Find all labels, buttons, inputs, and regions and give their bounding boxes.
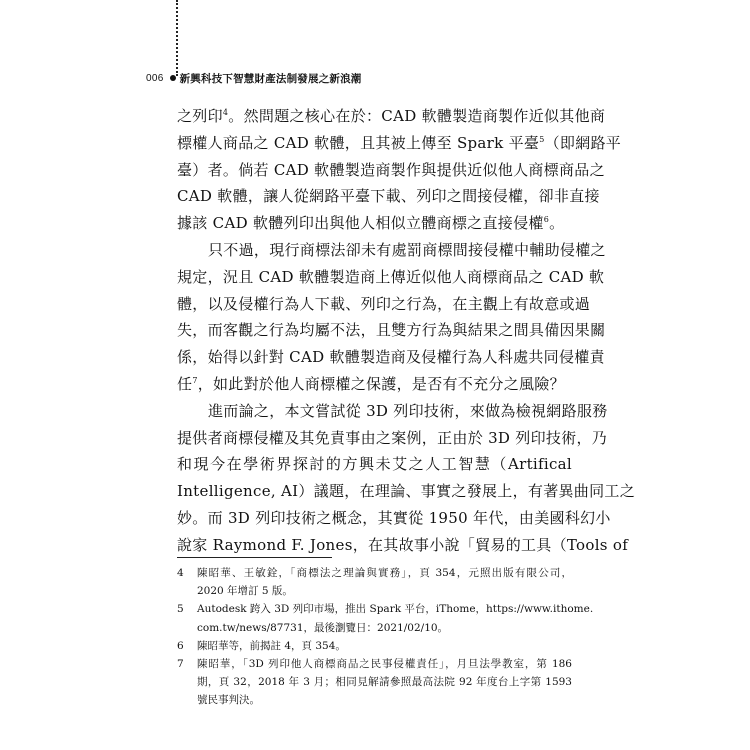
line-text: 2020 年增訂 5 版。: [197, 585, 293, 598]
footnotes: [177, 564, 594, 710]
footnote-number: 4: [177, 567, 184, 579]
paragraph: [177, 398, 635, 559]
footnote: [177, 637, 572, 655]
footnote-divider: [177, 557, 332, 558]
footnote-text: [197, 600, 593, 636]
text-line: [177, 451, 572, 478]
line-text: 提供者商標侵權及其免責事由之案例，正由於 3D 列印技術，乃: [177, 428, 608, 447]
text-line: [197, 619, 593, 637]
text-line: [177, 478, 635, 505]
line-text: 說家 Raymond F. Jones，在其故事小說「貿易的工具（Tools of: [177, 535, 629, 554]
footnote-reference[interactable]: 4: [222, 108, 229, 117]
footnote-text: [197, 564, 572, 600]
footnote-text: [197, 655, 572, 710]
text-line: [197, 582, 572, 600]
line-text: 失，而客觀之行為均屬不法，且雙方行為與結果之間具備因果關: [177, 321, 606, 340]
text-line: [197, 600, 593, 618]
text-line: [197, 673, 572, 691]
line-text: 只不過，現行商標法卻未有處罰商標間接侵權中輔助侵權之: [208, 240, 606, 259]
text-line: [197, 637, 572, 655]
line-text: 之列印: [177, 107, 223, 125]
line-text: 和現今在學術界探討的方興未艾之人工智慧（Artifical: [177, 455, 572, 474]
line-text: 任: [177, 374, 193, 393]
line-text: 期，頁 32，2018 年 3 月；相同見解請參照最高法院 92 年度台上字第 1593: [197, 676, 572, 689]
footnote-number: 7: [177, 657, 184, 670]
text-line: [197, 564, 572, 582]
footnote: [177, 564, 572, 600]
line-text-continued: （即網路平: [544, 133, 622, 152]
text-line: [197, 655, 572, 673]
line-text-continued: ，如此對於他人商標權之保護，是否有不充分之風險？: [197, 374, 565, 393]
header-bullet-icon: [170, 75, 176, 81]
line-text: 體，以及侵權行為人下載、列印之行為，在主觀上有故意或過: [177, 294, 591, 313]
text-line: [177, 317, 606, 344]
line-text: 妙。而 3D 列印技術之概念，其實從 1950 年代，由美國科幻小: [177, 508, 611, 527]
body-text: [177, 103, 635, 559]
line-text-continued: 。然問題之核心在於：CAD 軟體製造商製作近似其他商: [228, 107, 606, 125]
book-title: 新興科技下智慧財產法制發展之新浪潮: [179, 72, 362, 85]
line-text: 陳昭華等，前揭註 4，頁 354。: [197, 639, 346, 652]
text-line: [177, 264, 605, 291]
footnote-reference[interactable]: 6: [543, 215, 550, 225]
line-text: 標權人商品之 CAD 軟體，且其被上傳至 Spark 平臺: [177, 133, 540, 152]
line-text: 陳昭華，「3D 列印他人商標商品之民事侵權責任」，月旦法學教室，第 186: [197, 657, 572, 670]
running-header: [146, 70, 362, 86]
line-text: CAD 軟體，讓人從網路平臺下載、列印之間接侵權，卻非直接: [177, 187, 600, 206]
text-line: [177, 210, 572, 237]
text-line: [177, 103, 606, 130]
text-line: [177, 425, 608, 452]
line-text: 進而論之，本文嘗試從 3D 列印技術，來做為檢視網路服務: [208, 401, 608, 420]
text-line: [177, 291, 591, 318]
footnote-reference[interactable]: 5: [539, 134, 545, 144]
line-text: Intelligence, AI）議題，在理論、事實之發展上，有著異曲同工之: [177, 482, 635, 501]
text-line: [177, 237, 606, 264]
line-text: com.tw/news/87731，最後瀏覽日：2021/02/10。: [197, 621, 449, 634]
footnote-number: 5: [177, 603, 184, 616]
text-line: [177, 157, 605, 184]
line-text: 陳昭華、王敏銓，「商標法之理論與實務」，頁 354，元照出版有限公司，: [197, 567, 572, 579]
line-text: 係，始得以針對 CAD 軟體製造商及侵權行為人科處共同侵權責: [177, 348, 605, 367]
text-line: [177, 398, 608, 425]
line-text-continued: 。: [549, 214, 565, 233]
line-text: Autodesk 跨入 3D 列印市場，推出 Spark 平台，iThome，https://www.ithome.: [197, 603, 594, 616]
line-text: 臺）者。倘若 CAD 軟體製造商製作與提供近似他人商標商品之: [177, 160, 605, 179]
page-number: 006: [146, 72, 164, 84]
paragraph: [177, 103, 622, 237]
paragraph: [177, 237, 606, 398]
footnote-text: [197, 637, 572, 655]
footnote-number: 6: [177, 639, 184, 652]
line-text: 規定，況且 CAD 軟體製造商上傳近似他人商標商品之 CAD 軟: [177, 267, 605, 286]
text-line: [177, 532, 629, 559]
text-line: [177, 130, 622, 157]
text-line: [177, 505, 611, 532]
line-text: 據該 CAD 軟體列印出與他人相似立體商標之直接侵權: [177, 214, 544, 233]
footnote: [177, 600, 594, 636]
text-line: [197, 691, 572, 709]
footnote-reference[interactable]: 7: [192, 375, 198, 385]
text-line: [177, 183, 600, 210]
text-line: [177, 344, 605, 371]
dotted-margin-rule: [176, 0, 178, 76]
footnote: [177, 655, 572, 710]
line-text: 號民事判決。: [197, 694, 260, 707]
text-line: [177, 371, 572, 398]
